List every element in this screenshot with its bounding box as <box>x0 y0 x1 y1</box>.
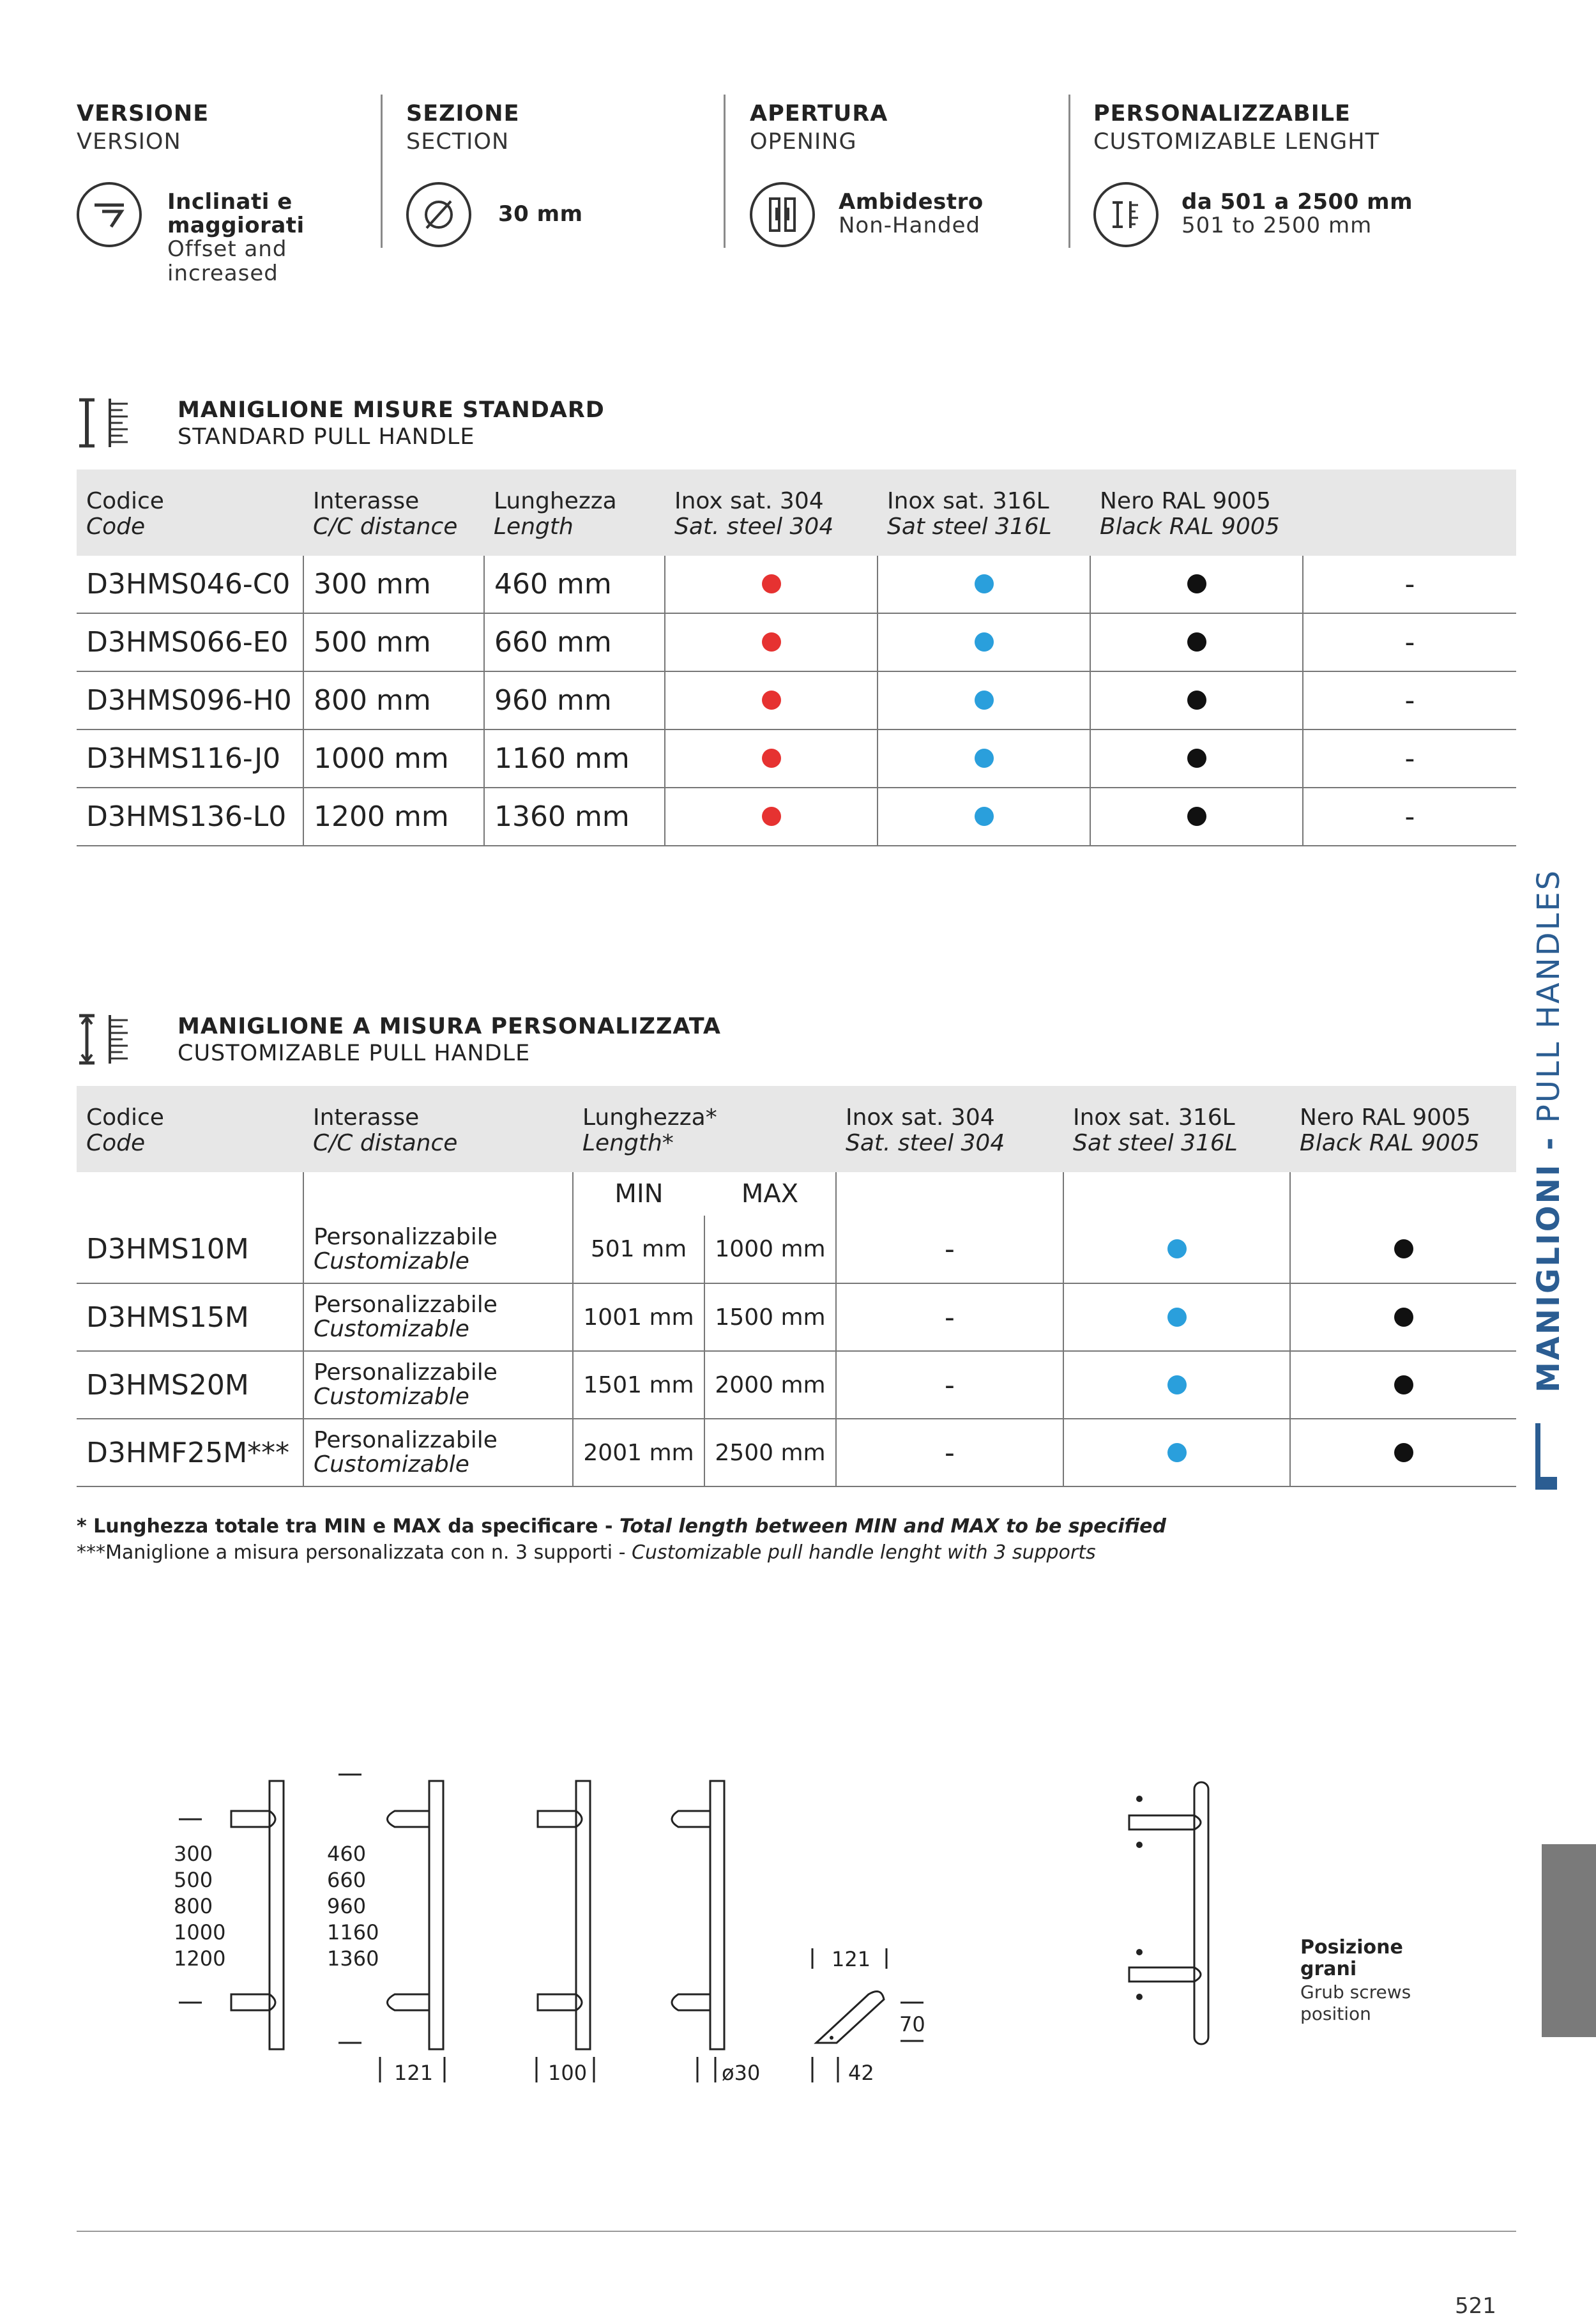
grub-screw-drawing <box>1111 1776 1265 2051</box>
section-title: SEZIONE <box>406 101 520 126</box>
cell-steel316 <box>1063 1216 1290 1283</box>
min-max-row <box>77 1172 1516 1216</box>
section-value: 30 mm <box>498 201 583 227</box>
red-dot <box>762 574 781 593</box>
red-dot <box>762 691 781 710</box>
version-subtitle: VERSION <box>77 129 181 155</box>
opening-value-en: Non-Handed <box>839 213 981 238</box>
cell-last: - <box>1303 729 1516 788</box>
technical-drawing <box>160 1763 990 2095</box>
cc-values: 300 500 800 1000 1200 <box>174 1842 226 1971</box>
col-steel316: Inox sat. 316L Sat steel 316L <box>1063 1086 1290 1172</box>
cell-steel316 <box>1063 1283 1290 1351</box>
cell-cc: Personalizzabile Customizable <box>303 1216 573 1283</box>
cell-black <box>1090 671 1303 729</box>
col-code: Codice Code <box>77 470 303 556</box>
blue-dot <box>975 574 994 593</box>
cell-cc: Personalizzabile Customizable <box>303 1419 573 1486</box>
black-dot <box>1187 574 1206 593</box>
dim-70: 70 <box>899 2012 925 2036</box>
cell-steel316 <box>878 556 1090 613</box>
table-row <box>77 1216 1516 1283</box>
custom-table-title: MANIGLIONE A MISURA PERSONALIZZATA <box>178 1014 721 1039</box>
black-dot <box>1394 1239 1413 1258</box>
cell-steel316 <box>1063 1419 1290 1486</box>
black-dot <box>1394 1443 1413 1462</box>
col-cc: Interasse C/C distance <box>303 1086 573 1172</box>
cell-last: - <box>1303 613 1516 671</box>
cell-cc: 800 mm <box>303 671 484 729</box>
version-value-it-1: Inclinati e <box>167 189 293 215</box>
cell-black <box>1290 1216 1516 1283</box>
custom-table-subtitle: CUSTOMIZABLE PULL HANDLE <box>178 1041 531 1066</box>
table-row <box>77 1351 1516 1419</box>
cell-steel316 <box>878 788 1090 846</box>
cell-cc: Personalizzabile Customizable <box>303 1351 573 1419</box>
standard-subtitle: STANDARD PULL HANDLE <box>178 424 475 450</box>
col-cc: Interasse C/C distance <box>303 470 484 556</box>
cell-length: 960 mm <box>484 671 665 729</box>
version-value-en-2: increased <box>167 261 278 286</box>
cell-code: D3HMS046-C0 <box>77 556 303 613</box>
cell-min: 2001 mm <box>573 1419 704 1486</box>
cell-black <box>1290 1419 1516 1486</box>
blue-dot <box>975 807 994 826</box>
cell-cc: 300 mm <box>303 556 484 613</box>
black-dot <box>1187 691 1206 710</box>
cell-black <box>1290 1283 1516 1351</box>
dim-42: 42 <box>848 2061 874 2085</box>
cell-max: 1500 mm <box>704 1283 836 1351</box>
dim-100: 100 <box>548 2061 588 2085</box>
cell-steel304: - <box>836 1283 1063 1351</box>
cell-length: 1160 mm <box>484 729 665 788</box>
custom-value-en: 501 to 2500 mm <box>1182 213 1372 238</box>
cell-black <box>1090 556 1303 613</box>
divider <box>724 95 726 248</box>
opening-title: APERTURA <box>750 101 888 126</box>
empty-cell <box>303 1172 573 1216</box>
length-values: 460 660 960 1160 1360 <box>327 1842 379 1971</box>
blue-dot <box>975 632 994 652</box>
col-steel304: Inox sat. 304 Sat. steel 304 <box>665 470 878 556</box>
table-header-row <box>77 470 1516 556</box>
table-row <box>77 671 1516 729</box>
cell-steel304: - <box>836 1419 1063 1486</box>
cell-min: 1001 mm <box>573 1283 704 1351</box>
custom-value-it: da 501 a 2500 mm <box>1182 189 1413 215</box>
cell-code: D3HMS10M <box>77 1216 303 1283</box>
offset-handle-icon <box>77 182 142 247</box>
cell-length: 1360 mm <box>484 788 665 846</box>
black-dot <box>1394 1308 1413 1327</box>
footnote-2: ***Maniglione a misura personalizzata con n. 3 supporti - Customizable pull handle lenght with 3 supports <box>77 1541 1096 1564</box>
cell-code: D3HMS15M <box>77 1283 303 1351</box>
col-black: Nero RAL 9005 Black RAL 9005 <box>1290 1086 1516 1172</box>
page-tab <box>1542 1844 1596 2037</box>
max-label: MAX <box>741 1179 799 1209</box>
cell-min: 1501 mm <box>573 1351 704 1419</box>
blue-dot <box>1167 1443 1187 1462</box>
custom-title: PERSONALIZZABILE <box>1093 101 1351 126</box>
double-door-icon <box>750 182 815 247</box>
cell-code: D3HMS096-H0 <box>77 671 303 729</box>
red-dot <box>762 807 781 826</box>
cell-last: - <box>1303 671 1516 729</box>
opening-value-it: Ambidestro <box>839 189 984 215</box>
cell-length: 460 mm <box>484 556 665 613</box>
cell-min: 501 mm <box>573 1216 704 1283</box>
col-code: Codice Code <box>77 1086 303 1172</box>
red-dot <box>762 632 781 652</box>
cell-steel304 <box>665 613 878 671</box>
col-steel316: Inox sat. 316L Sat steel 316L <box>878 470 1090 556</box>
table-row <box>77 613 1516 671</box>
empty-cell <box>1290 1172 1516 1216</box>
black-dot <box>1187 807 1206 826</box>
cell-steel304 <box>665 788 878 846</box>
table-row <box>77 556 1516 613</box>
col-length: Lunghezza Length <box>484 470 665 556</box>
col-steel304: Inox sat. 304 Sat. steel 304 <box>836 1086 1063 1172</box>
cell-black <box>1090 613 1303 671</box>
cell-steel316 <box>878 613 1090 671</box>
opening-subtitle: OPENING <box>750 129 857 155</box>
dim-30: ø30 <box>722 2061 761 2085</box>
black-dot <box>1187 749 1206 768</box>
dim-121b: 121 <box>832 1947 871 1971</box>
grub-label-it: Posizione grani <box>1300 1936 1403 1980</box>
cell-black <box>1090 729 1303 788</box>
cell-code: D3HMS116-J0 <box>77 729 303 788</box>
cell-length: 660 mm <box>484 613 665 671</box>
table-row <box>77 788 1516 846</box>
cell-last: - <box>1303 556 1516 613</box>
version-title: VERSIONE <box>77 101 209 126</box>
version-value-it-2: maggiorati <box>167 213 305 238</box>
table-row <box>77 729 1516 788</box>
cell-max: 2500 mm <box>704 1419 836 1486</box>
cell-steel316 <box>878 671 1090 729</box>
cell-steel304: - <box>836 1351 1063 1419</box>
custom-table <box>77 1086 1516 1487</box>
cell-code: D3HMF25M*** <box>77 1419 303 1486</box>
footer-divider <box>77 2231 1516 2232</box>
section-subtitle: SECTION <box>406 129 510 155</box>
standard-ruler-icon <box>77 397 134 451</box>
red-dot <box>762 749 781 768</box>
min-label: MIN <box>573 1172 704 1216</box>
cell-max: 2000 mm <box>704 1351 836 1419</box>
standard-title: MANIGLIONE MISURE STANDARD <box>178 397 605 423</box>
side-handle-icon <box>1533 1423 1557 1490</box>
col-length: Lunghezza* Length* <box>573 1086 836 1172</box>
cell-steel316 <box>1063 1351 1290 1419</box>
black-dot <box>1394 1375 1413 1394</box>
cell-last: - <box>1303 788 1516 846</box>
cell-black <box>1290 1351 1516 1419</box>
side-section-label: MANIGLIONI - PULL HANDLES <box>1531 868 1567 1393</box>
standard-table <box>77 470 1516 846</box>
cell-steel304 <box>665 671 878 729</box>
cell-steel304 <box>665 556 878 613</box>
divider <box>1068 95 1070 248</box>
cell-code: D3HMS136-L0 <box>77 788 303 846</box>
cell-code: D3HMS066-E0 <box>77 613 303 671</box>
cell-black <box>1090 788 1303 846</box>
col-empty <box>1303 470 1516 556</box>
table-row <box>77 1419 1516 1486</box>
blue-dot <box>975 749 994 768</box>
cell-cc: 500 mm <box>303 613 484 671</box>
empty-cell <box>77 1172 303 1216</box>
cell-code: D3HMS20M <box>77 1351 303 1419</box>
grub-label-en: Grub screws position <box>1300 1982 1411 2024</box>
diameter-icon <box>406 182 471 247</box>
cell-steel304: - <box>836 1216 1063 1283</box>
page-number: 521 <box>1455 2293 1496 2319</box>
divider <box>381 95 383 248</box>
black-dot <box>1187 632 1206 652</box>
blue-dot <box>1167 1239 1187 1258</box>
empty-cell <box>1063 1172 1290 1216</box>
col-black: Nero RAL 9005 Black RAL 9005 <box>1090 470 1303 556</box>
blue-dot <box>1167 1375 1187 1394</box>
table-row <box>77 1283 1516 1351</box>
ruler-icon <box>1093 182 1159 247</box>
dim-121: 121 <box>394 2061 434 2085</box>
custom-subtitle: CUSTOMIZABLE LENGHT <box>1093 129 1380 155</box>
cell-max: 1000 mm <box>704 1216 836 1283</box>
cell-steel304 <box>665 729 878 788</box>
empty-cell <box>836 1172 1063 1216</box>
custom-ruler-icon <box>77 1014 134 1067</box>
blue-dot <box>1167 1308 1187 1327</box>
table-header-row <box>77 1086 1516 1172</box>
cell-cc: Personalizzabile Customizable <box>303 1283 573 1351</box>
blue-dot <box>975 691 994 710</box>
version-value-en-1: Offset and <box>167 236 287 262</box>
cell-cc: 1200 mm <box>303 788 484 846</box>
cell-steel316 <box>878 729 1090 788</box>
cell-cc: 1000 mm <box>303 729 484 788</box>
footnote-1: * Lunghezza totale tra MIN e MAX da specificare - Total length between MIN and MAX to be specified <box>77 1515 1166 1538</box>
